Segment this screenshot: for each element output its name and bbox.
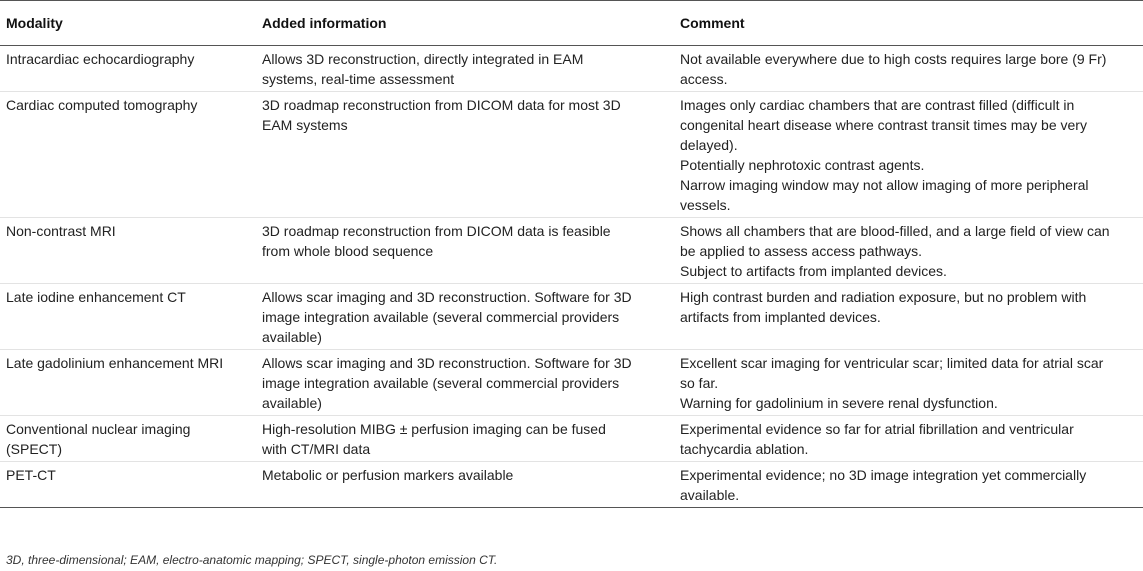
table-footnote: 3D, three-dimensional; EAM, electro-anatomic mapping; SPECT, single-photon emission CT. (6, 553, 498, 567)
cell-modality (0, 92, 256, 218)
cell-text-line: artifacts from implanted devices. (680, 309, 881, 325)
cell-text-line: available) (262, 329, 322, 345)
cell-text-line: Allows scar imaging and 3D reconstruction. Software for 3D (262, 355, 632, 371)
cell-modality (0, 462, 256, 508)
cell-text-line: 3D roadmap reconstruction from DICOM data for most 3D (262, 97, 621, 113)
cell-modality (0, 416, 256, 462)
cell-text-line: High contrast burden and radiation exposure, but no problem with (680, 289, 1087, 305)
cell-text-line: 3D roadmap reconstruction from DICOM data is feasible (262, 223, 611, 239)
cell-text-line: EAM systems (262, 117, 348, 133)
cell-text-line: tachycardia ablation. (680, 441, 809, 457)
cell-text-line: Images only cardiac chambers that are contrast filled (difficult in (680, 97, 1075, 113)
cell-added-information (256, 350, 674, 416)
cell-text-line: Potentially nephrotoxic contrast agents. (680, 157, 925, 173)
header-modality: Modality (0, 1, 256, 46)
cell-comment (674, 92, 1143, 218)
cell-text-line: with CT/MRI data (262, 441, 371, 457)
cell-comment (674, 416, 1143, 462)
cell-added-information (256, 462, 674, 508)
cell-added-information (256, 92, 674, 218)
cell-comment (674, 218, 1143, 284)
cell-text-line: (SPECT) (6, 441, 62, 457)
cell-added-information (256, 284, 674, 350)
cell-text-line: Non-contrast MRI (6, 223, 116, 239)
table-row (0, 284, 1143, 350)
cell-text-line: available. (680, 487, 740, 503)
cell-comment (674, 462, 1143, 508)
cell-modality (0, 46, 256, 92)
cell-text-line: Late gadolinium enhancement MRI (6, 355, 224, 371)
cell-text-line: Intracardiac echocardiography (6, 51, 195, 67)
cell-modality (0, 284, 256, 350)
cell-added-information (256, 218, 674, 284)
table-row (0, 92, 1143, 218)
cell-comment (674, 46, 1143, 92)
cell-text-line: Excellent scar imaging for ventricular scar; limited data for atrial scar (680, 355, 1104, 371)
cell-text-line: image integration available (several commercial providers (262, 309, 620, 325)
cell-text-line: Allows scar imaging and 3D reconstruction. Software for 3D (262, 289, 632, 305)
cell-text-line: Experimental evidence so far for atrial fibrillation and ventricular (680, 421, 1074, 437)
cell-text-line: Metabolic or perfusion markers available (262, 467, 514, 483)
cell-text-line: Conventional nuclear imaging (6, 421, 191, 437)
table-row (0, 416, 1143, 462)
cell-comment (674, 350, 1143, 416)
cell-text-line: from whole blood sequence (262, 243, 434, 259)
cell-text-line: Late iodine enhancement CT (6, 289, 186, 305)
table-header (0, 1, 1143, 46)
table-row (0, 350, 1143, 416)
cell-text-line: so far. (680, 375, 719, 391)
cell-text-line: Experimental evidence; no 3D image integration yet commercially (680, 467, 1087, 483)
cell-text-line: Not available everywhere due to high costs requires large bore (9 Fr) (680, 51, 1107, 67)
cell-text-line: Shows all chambers that are blood-filled, and a large field of view can (680, 223, 1110, 239)
table-row (0, 46, 1143, 92)
header-comment: Comment (674, 1, 1143, 46)
cell-text-line: be applied to assess access pathways. (680, 243, 923, 259)
cell-text-line: systems, real-time assessment (262, 71, 455, 87)
cell-text-line: available) (262, 395, 322, 411)
cell-text-line: Narrow imaging window may not allow imaging of more peripheral (680, 177, 1089, 193)
cell-modality (0, 350, 256, 416)
cell-text-line: congenital heart disease where contrast transit times may be very (680, 117, 1087, 133)
cell-text-line: Cardiac computed tomography (6, 97, 198, 113)
cell-text-line: delayed). (680, 137, 738, 153)
cell-text-line: vessels. (680, 197, 731, 213)
cell-text-line: Allows 3D reconstruction, directly integrated in EAM (262, 51, 584, 67)
cell-text-line: High-resolution MIBG ± perfusion imaging can be fused (262, 421, 606, 437)
cell-text-line: Warning for gadolinium in severe renal dysfunction. (680, 395, 998, 411)
cell-text-line: access. (680, 71, 728, 87)
header-row (0, 1, 1143, 46)
header-added-information: Added information (256, 1, 674, 46)
cell-comment (674, 284, 1143, 350)
table-row (0, 462, 1143, 508)
cell-added-information (256, 46, 674, 92)
cell-modality (0, 218, 256, 284)
cell-added-information (256, 416, 674, 462)
table-row (0, 218, 1143, 284)
cell-text-line: PET-CT (6, 467, 56, 483)
table-body (0, 46, 1143, 508)
cell-text-line: image integration available (several commercial providers (262, 375, 620, 391)
cell-text-line: Subject to artifacts from implanted devices. (680, 263, 947, 279)
